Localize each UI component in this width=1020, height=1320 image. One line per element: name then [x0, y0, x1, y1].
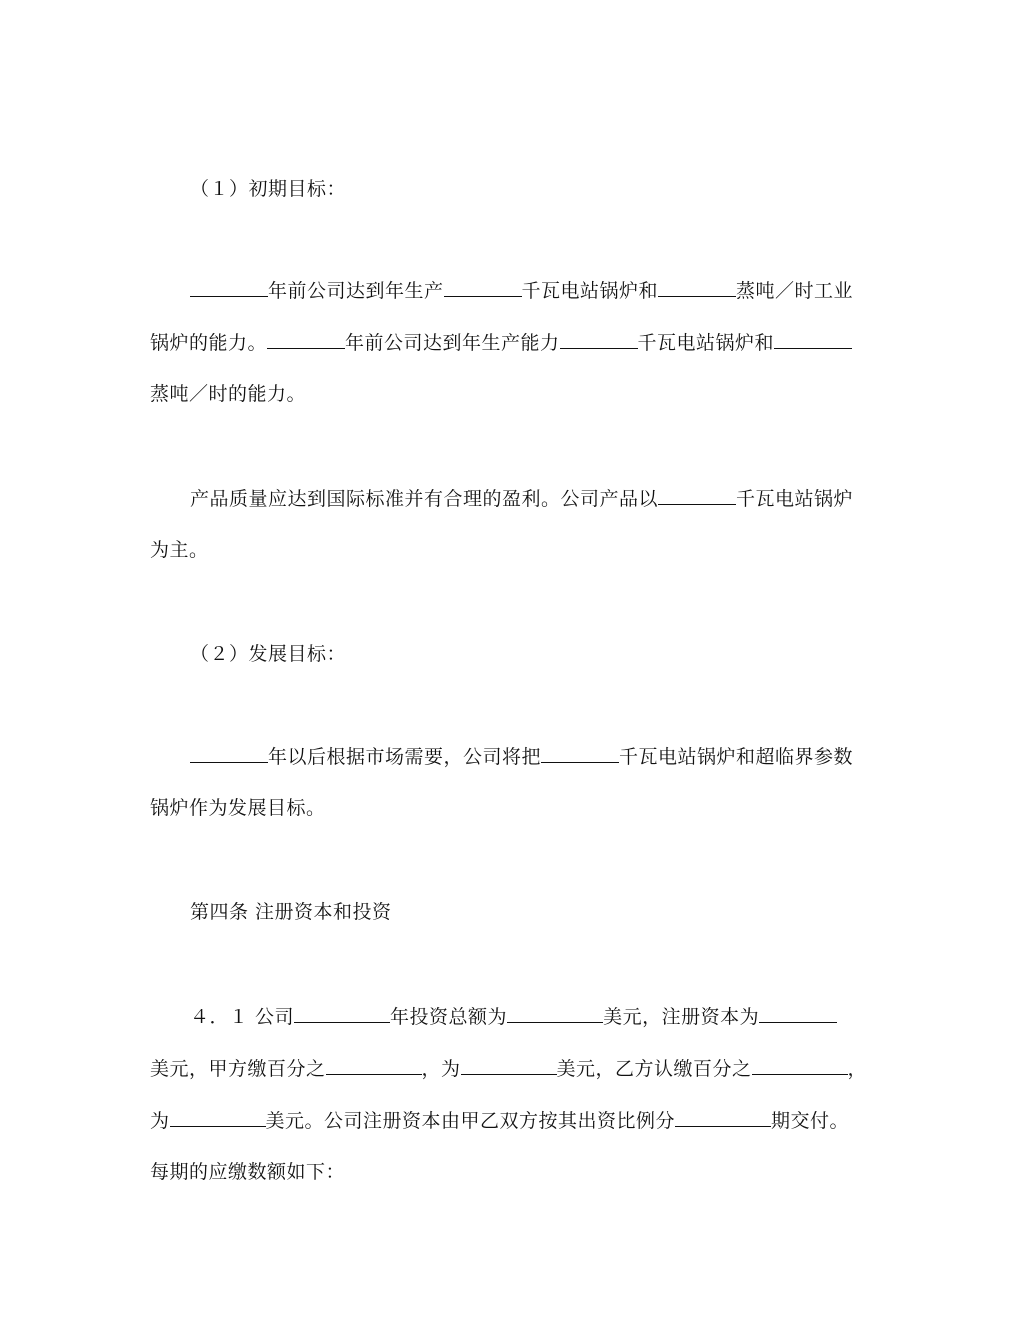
development-goal-heading: （２）发展目标：	[190, 643, 347, 665]
development-line-2: 锅炉作为发展目标。	[150, 797, 326, 819]
fill-blank[interactable]	[190, 744, 268, 763]
capacity-line-1: 年前公司达到年生产 千瓦电站锅炉和 蒸吨／时工业	[190, 278, 853, 303]
fill-blank[interactable]	[461, 1056, 557, 1075]
fill-blank[interactable]	[267, 330, 345, 349]
fill-blank[interactable]	[675, 1108, 771, 1127]
capital-line-2: 美元，甲方缴百分之 ，为 美元，乙方认缴百分之 ，	[150, 1058, 868, 1080]
fill-blank[interactable]	[294, 1004, 390, 1023]
capital-line-1: ４．１ 公司 年投资总额为 美元，注册资本为	[190, 1004, 837, 1029]
fill-blank[interactable]	[190, 278, 268, 297]
fill-blank[interactable]	[560, 330, 638, 349]
quality-line-2: 为主。	[150, 539, 209, 561]
capacity-line-2: 锅炉的能力。 年前公司达到年生产能力 千瓦电站锅炉和	[150, 330, 852, 355]
fill-blank[interactable]	[541, 744, 619, 763]
initial-goal-heading: （１）初期目标：	[190, 178, 347, 200]
capacity-line-3: 蒸吨／时的能力。	[150, 383, 307, 405]
fill-blank[interactable]	[507, 1004, 603, 1023]
fill-blank[interactable]	[774, 330, 852, 349]
fill-blank[interactable]	[658, 278, 736, 297]
capital-line-3: 为 美元。公司注册资本由甲乙双方按其出资比例分 期交付。	[150, 1110, 850, 1132]
fill-blank[interactable]	[752, 1056, 848, 1075]
development-line-1: 年以后根据市场需要，公司将把 千瓦电站锅炉和超临界参数	[190, 744, 853, 769]
fill-blank[interactable]	[658, 486, 736, 505]
fill-blank[interactable]	[444, 278, 522, 297]
fill-blank[interactable]	[170, 1108, 266, 1127]
fill-blank[interactable]	[326, 1056, 422, 1075]
fill-blank[interactable]	[759, 1004, 837, 1023]
capital-line-4: 每期的应缴数额如下：	[150, 1161, 346, 1183]
article-four-heading: 第四条 注册资本和投资	[190, 901, 392, 923]
quality-line-1: 产品质量应达到国际标准并有合理的盈利。公司产品以 千瓦电站锅炉	[190, 488, 854, 510]
